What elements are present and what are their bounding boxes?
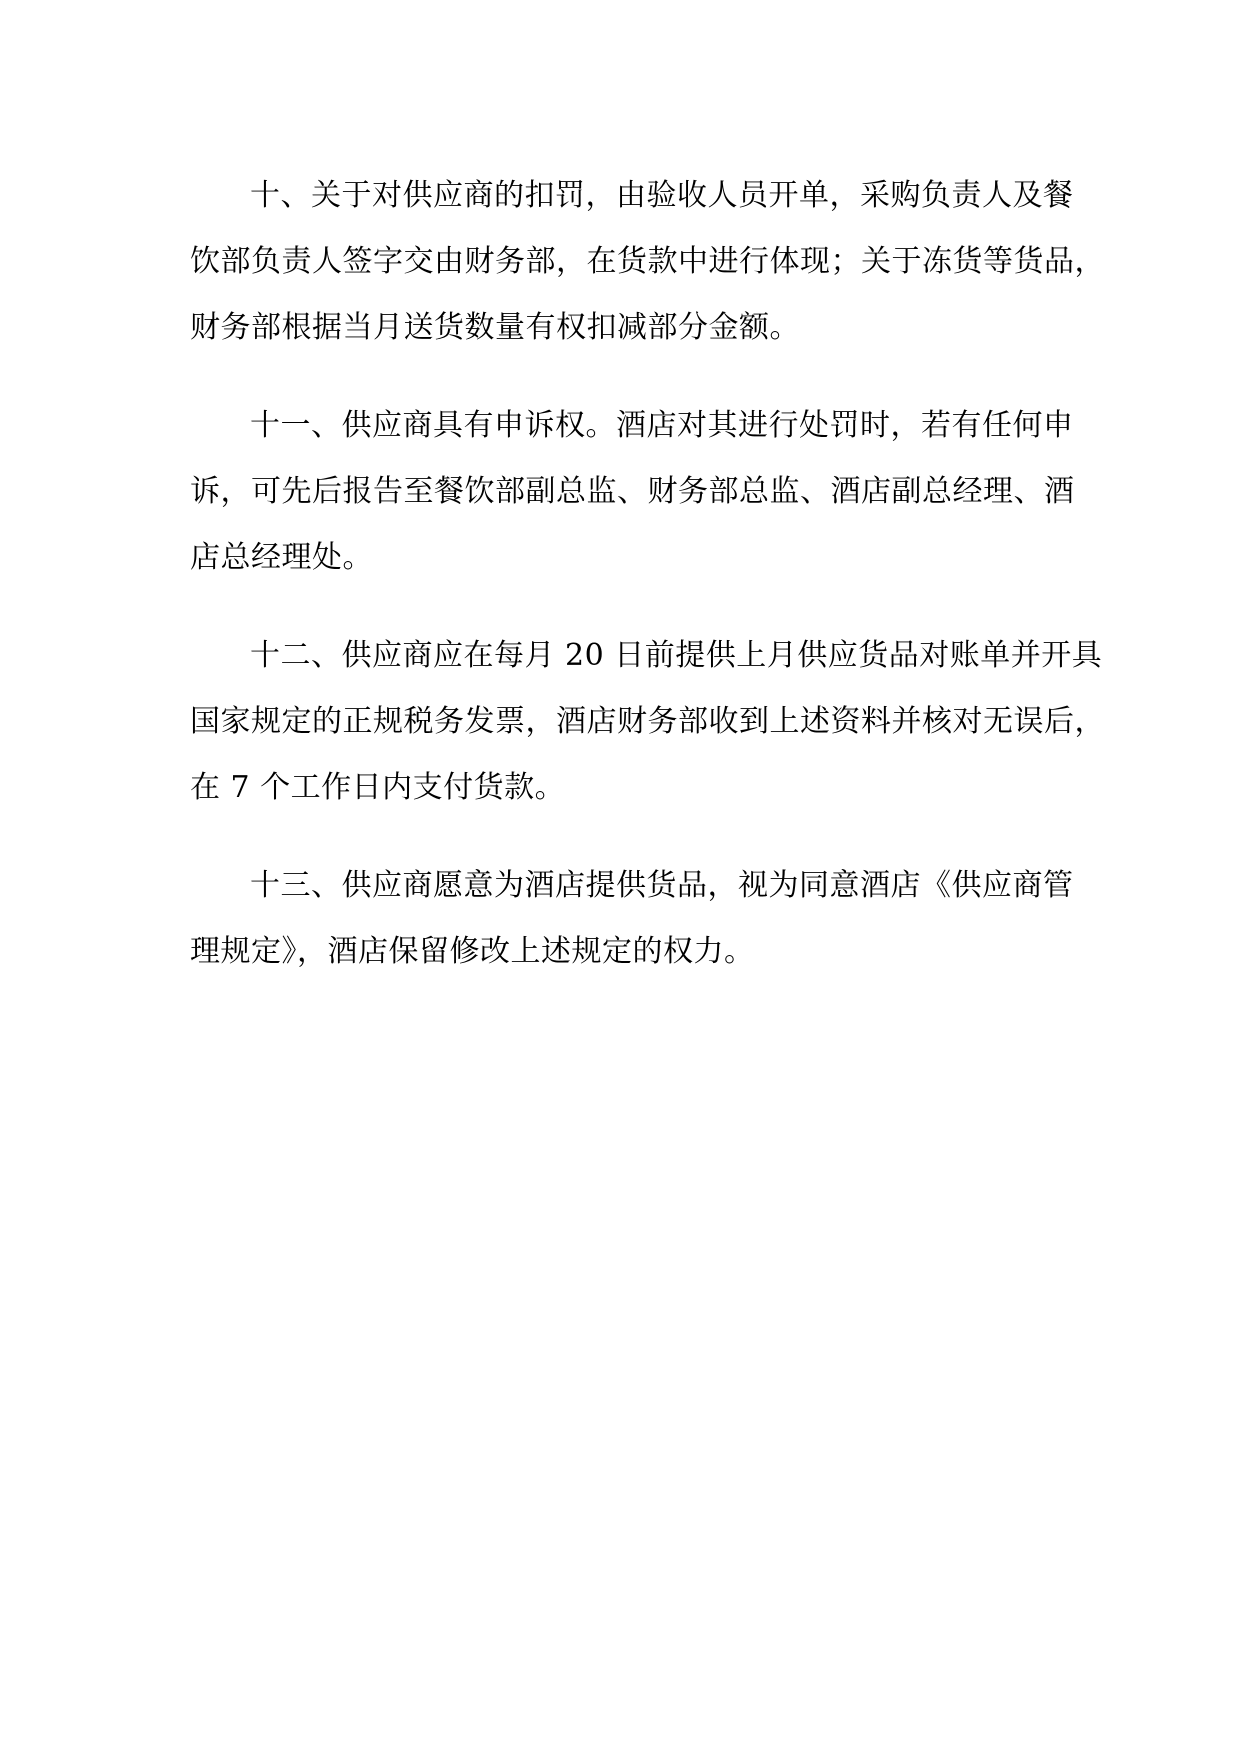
paragraph-line: 十、关于对供应商的扣罚，由验收人员开单，采购负责人及餐 [250,178,1074,213]
paragraph-line: 国家规定的正规税务发票，酒店财务部收到上述资料并核对无误后， [190,704,1105,739]
clause-12 [190,623,1105,821]
paragraph-line: 在 7 个工作日内支付货款。 [190,770,566,805]
clause-13 [190,853,1074,985]
paragraph-line: 店总经理处。 [190,540,373,575]
paragraph-line: 十三、供应商愿意为酒店提供货品，视为同意酒店《供应商管 [250,868,1074,903]
paragraph-line: 财务部根据当月送货数量有权扣减部分金额。 [190,310,800,345]
clause-11 [190,393,1075,591]
paragraph-line: 十一、供应商具有申诉权。酒店对其进行处罚时，若有任何申 [250,408,1074,443]
paragraph-line: 理规定》，酒店保留修改上述规定的权力。 [190,934,755,969]
paragraph-line: 十二、供应商应在每月 20 日前提供上月供应货品对账单并开具 [250,638,1103,673]
clause-10 [190,163,1105,361]
paragraph-line: 饮部负责人签字交由财务部，在货款中进行体现；关于冻货等货品， [190,244,1105,279]
paragraph-line: 诉，可先后报告至餐饮部副总监、财务部总监、酒店副总经理、酒 [190,474,1075,509]
